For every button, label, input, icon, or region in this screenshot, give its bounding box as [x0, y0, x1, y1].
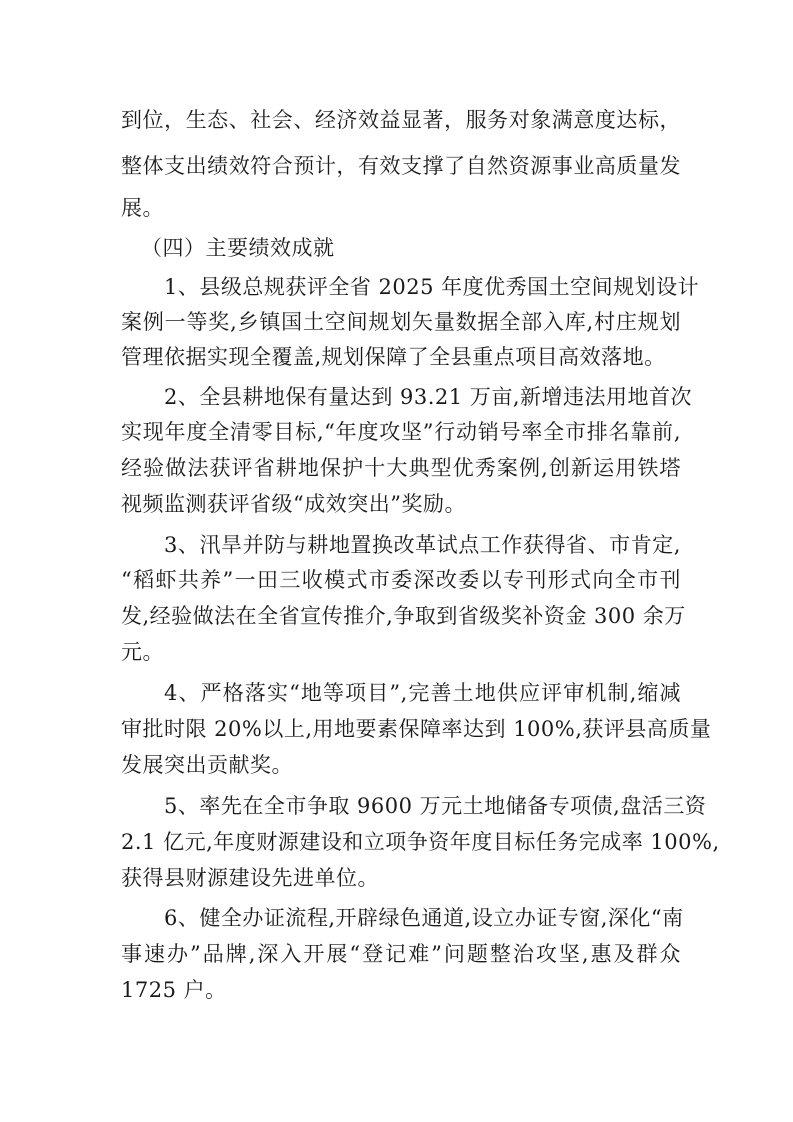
- paragraph-line: 3、汛旱并防与耕地置换改革试点工作获得省、市肯定,: [164, 533, 681, 557]
- paragraph-line: 经验做法获评省耕地保护十大典型优秀案例,创新运用铁塔: [121, 456, 681, 480]
- paragraph-line: 获得县财源建设先进单位。: [121, 866, 379, 890]
- paragraph-line: 1725 户。: [121, 978, 227, 1002]
- intro-line: 到位，生态、社会、经济效益显著，服务对象满意度达标，: [121, 108, 681, 132]
- paragraph-line: “稻虾共养”一田三收模式市委深改委以专刊形式向全市刊: [121, 568, 681, 592]
- paragraph-line: 5、率先在全市争取 9600 万元土地储备专项债,盘活三资: [164, 794, 707, 818]
- paragraph-line: 管理依据实现全覆盖,规划保障了全县重点项目高效落地。: [121, 345, 666, 369]
- paragraph-line: 1、县级总规获评全省 2025 年度优秀国土空间规划设计: [164, 275, 700, 299]
- paragraph-line: 审批时限 20%以上,用地要素保障率达到 100%,获评县高质量: [121, 717, 712, 741]
- paragraph-line: 元。: [121, 640, 164, 664]
- intro-line: 整体支出绩效符合预计，有效支撑了自然资源事业高质量发: [121, 154, 681, 178]
- paragraph-line: 发展突出贡献奖。: [121, 753, 293, 777]
- paragraph-line: 案例一等奖,乡镇国土空间规划矢量数据全部入库,村庄规划: [121, 310, 681, 334]
- paragraph-line: 视频监测获评省级“成效突出”奖励。: [121, 492, 466, 516]
- paragraph-line: 事速办”品牌,深入开展“登记难”问题整治攻坚,惠及群众: [121, 942, 681, 966]
- intro-line: 展。: [121, 196, 164, 220]
- paragraph-line: 2、全县耕地保有量达到 93.21 万亩,新增违法用地首次: [164, 385, 693, 409]
- paragraph-line: 发,经验做法在全省宣传推介,争取到省级奖补资金 300 余万: [121, 604, 686, 628]
- paragraph-line: 实现年度全清零目标,“年度攻坚”行动销号率全市排名靠前,: [121, 420, 681, 444]
- paragraph-line: 2.1 亿元,年度财源建设和立项争资年度目标任务完成率 100%,: [121, 830, 720, 854]
- paragraph-line: 4、严格落实“地等项目”,完善土地供应评审机制,缩减: [164, 681, 681, 705]
- paragraph-line: 6、健全办证流程,开辟绿色通道,设立办证专窗,深化“南: [164, 906, 684, 930]
- section-heading: （四）主要绩效成就: [141, 236, 335, 260]
